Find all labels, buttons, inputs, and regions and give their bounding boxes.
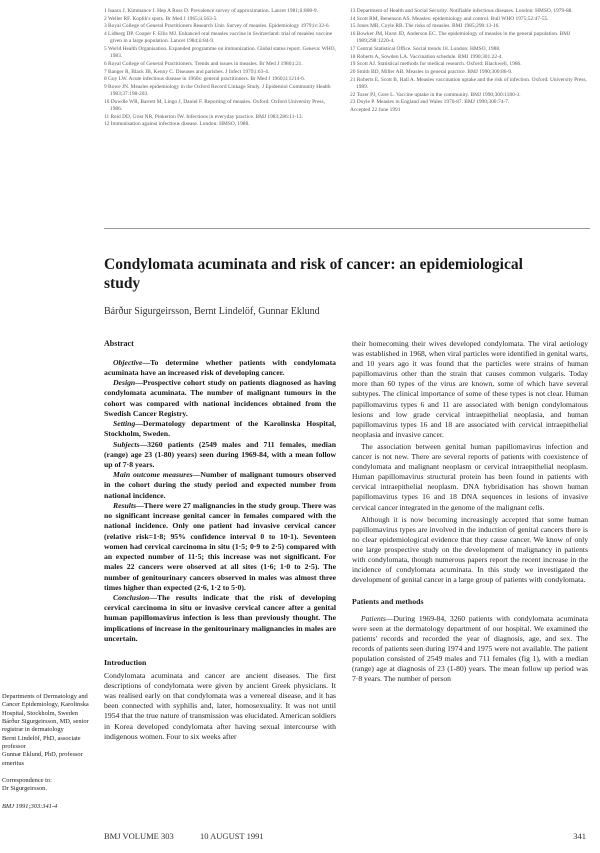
reference-item: 19 Scott AJ. Statistical methods for medical research. Oxford: Blackwell, 1986. <box>350 61 522 68</box>
reference-item: 12 Immunisation against infectious disease. London: HMSO, 1988. <box>104 121 250 128</box>
reference-item: 23 Doyle P. Measles in England and Wales 1970-87. BMJ 1990;300:74-7. <box>350 99 510 106</box>
reference-item: 20 Smith BD, Miller AB. Measles in general practice. BMJ 1990;300:86-9. <box>350 69 513 76</box>
reference-item: 7 Banger R, Black JB, Kenny C. Diseases and parishes. J Infect 1979;i:63-4. <box>104 68 270 75</box>
reference-item: 1 Isaacs J, Kimmance J. Hep A Ross D. Prevalence survey of approximation. Lancet 1981;ii:808-9. <box>104 8 318 14</box>
abstract-setting: Setting—Dermatology department of the Karolinska Hospital, Stockholm, Sweden. <box>104 419 336 439</box>
citation: BMJ 1991;303:341-4 <box>2 802 58 810</box>
article-title: Condylomata acuminata and risk of cancer: an epidemiological study <box>104 256 523 292</box>
outcome-label: Main outcome measures <box>113 470 193 480</box>
setting-label: Setting <box>113 419 136 429</box>
outcome-text: Number of malignant tumours observed in the cohort during the study period and expected number from national incidence. <box>104 470 336 500</box>
abstract-results: Results—There were 27 malignancies in the study group. There was no significant increase genital cancer in females compared with the national incidence. Only one patient had invasive cervical cancer (relative risk=1·8; 95% confidence interval 0 to 10·1). Seventeen women had cervical carcinoma in situ (1·5; 0·9 to 2·5) compared with an expected number of 11·5; this increase was not significant. For males 22 cancers were observed at all sites (1·6; 1·0 to 2·5). The number of genitourinary cancers observed in males was almost three times higher than expected (2·6, 1·2 to 5·0). <box>104 500 336 592</box>
left-text-column <box>104 339 336 742</box>
reference-item: 8 Guy LW. Acute infectious disease in 1960s: general practitioners. Br Med J 1960;ii:1214-6. <box>104 76 306 83</box>
accepted-date: Accepted 22 June 1991 <box>350 107 401 114</box>
reference-item: 2 Weller RF. Koplik's spots. Br Med J 1965;ii:563-5. <box>104 15 218 22</box>
body-paragraph: The association between genital human papillomavirus infection and cancer is not new. There are several reports of patients with coexistence of condylomata and malignant neoplasm or cervical intraepithelial neoplasm. Human papillomavirus structural protein has been found in patients with cervical intraepithelial neoplasm. DNA hybridisation has shown human papillomavirus types 16 and 18 DNA sequences in lesions of invasive cervical cancer integrated in the genome of the malignant cells. <box>352 441 588 512</box>
methods-text: Patients—During 1969-84, 3260 patients with condylomata acuminata were seen at the dermatology department of our hospital. We examined the patients' records and recorded the year of diagnosis, age, and sex. The records of patients seen during 1974 and 1975 were not available. The patient population consisted of 2549 males and 711 females (fig 1), with a median (range) age at diagnosis of 23 (1-80) years. The mean follow up period was 7·8 years. The number of person <box>352 613 588 684</box>
reference-item: 6 Royal College of General Practitioners. Trends and issues in measles. Br Med J 1980;i:21. <box>104 60 303 67</box>
abstract-conclusion: Conclusion—The results indicate that the risk of developing cervical carcinoma in situ or invasive cervical cancer after a genital human papillomavirus infection is less than previously thought. The implications of increase in the genitourinary malignancies in males are uncertain. <box>104 593 336 643</box>
design-text: Prospective cohort study on patients diagnosed as having condylomata acuminata. The number of malignant tumours in the cohort was compared with national incidences obtained from the Swedish Cancer Registry. <box>104 378 336 418</box>
author-details: Bárður Sigurgeirsson, MD, senior registrar in dermatology Bernt Lindelöf, PhD, associate professor Gunnar Eklund, PhD, professor emeritus <box>2 717 89 767</box>
setting-text: Dermatology department of the Karolinska Hospital, Stockholm, Sweden. <box>104 419 336 439</box>
reference-item: 17 Central Statistical Office. Social trends 18. London: HMSO, 1988. <box>350 46 501 52</box>
right-text-column <box>352 339 588 684</box>
introduction-section <box>104 658 336 742</box>
reference-item: 11 Reid DD, Grist NR, Pinkerton IW. Infections in everyday practice. BMJ 1983;286:11-13. <box>104 113 303 120</box>
body-paragraph: Although it is now becoming increasingly accepted that some human papillomavirus types are involved in the induction of genital cancers there is no clear epidemiological evidence that they cause cancer. We know of only one large prospective study on the development of malignancy in patients with condylomata, though numerous papers report the recent increase in the incidence of condylomata acuminata. In this study we investigated the development of genital cancer in a large group of patients with condylomata. <box>352 514 588 585</box>
abstract-subjects: Subjects—3260 patients (2549 males and 711 females, median (range) age 23 (1-80) years) seen during 1969-84, with a mean follow up of 7·8 years. <box>104 439 336 469</box>
subjects-label: Subjects <box>113 439 140 449</box>
abstract-heading: Abstract <box>104 339 134 348</box>
methods-label: Patients <box>361 613 386 623</box>
section-divider <box>104 228 590 229</box>
conclusion-label: Conclusion <box>113 593 150 603</box>
abstract-objective: Objective—To determine whether patients with condylomata acuminata have an increased risk of developing cancer. <box>104 357 336 377</box>
design-label: Design <box>113 378 136 388</box>
affiliation: Departments of Dermatology and Cancer Epidemiology, Karolinska Hospital, Stockholm, Sweden <box>2 693 89 717</box>
introduction-text: Condylomata acuminata and cancer are ancient diseases. The first descriptions of condylomata were given by ancient Greek physicians. It was realised early on that condylomata was a venereal disease, and it has been connected with syphilis and, later, homosexuality. It was not until 1954 that the true nature of transmission was elucidated. American soldiers in Korea developed condylomata after having sexual intercourse with indigenous women. Four to six weeks after <box>104 670 336 741</box>
reference-item: 9 Rowe JN. Measles epidemiology in the Oxford Record Linkage Study. J Epidemiol Community Health 1983;37:198-203. <box>104 84 331 98</box>
reference-item: 3 Royal College of General Practitioners Research Unit. Survey of measles. Epidemiology 1979;iv:32-6. <box>104 23 330 30</box>
reference-item: 10 Dowdle WR, Barrett M, Lingo J, Daniel F. Reporting of measles. Oxford: Oxford University Press, 1986. <box>104 98 325 112</box>
reference-item: 22 Tozer PJ, Gore L. Vaccine uptake in the community. BMJ 1990;300:1180-3. <box>350 91 521 98</box>
references-right-column <box>350 8 588 115</box>
reference-item: 15 Jones MB, Coyle RB. The risks of measles. BMJ 1985;290:13-16. <box>350 23 500 30</box>
abstract-design: Design—Prospective cohort study on patients diagnosed as having condylomata acuminata. The number of malignant tumours in the cohort was compared with national incidences obtained from the Swedish Cancer Registry. <box>104 378 336 418</box>
objective-text: To determine whether patients with condylomata acuminata have an increased risk of developing cancer. <box>104 357 336 377</box>
footer-issue-date: 10 AUGUST 1991 <box>200 831 264 841</box>
body-paragraph: their homecoming their wives developed condylomata. The viral aetiology was established in 1968, when viral particles were identified in genital warts, and 10 years ago it was found that the particles were strains of human papillomavirus other than the strain that causes common vulgaris. Today more than 60 types of the virus are known, some of which have several subtypes. The clinical importance of some of these types is not clear. Human papillomavirus types 6 and 11 are associated with benign condylomatous lesions and low grade cervical intraepithelial neoplasia, and human papillomavirus types 16 and 18 are associated with cervical intraepithelial neoplasia and invasive cancer. <box>352 339 588 439</box>
correspondence: Correspondence to: Dr Sigurgeirsson. <box>2 776 52 793</box>
objective-label: Objective <box>113 357 143 367</box>
reference-item: 21 Roberts E, Scott B, Hall A. Measles vaccination uptake and the risk of infection. Oxford: University Press, 1989. <box>350 76 587 90</box>
reference-item: 14 Scott RM, Benenson AS. Measles: epidemiology and control. Bull WHO 1975;52:47-55. <box>350 15 549 22</box>
conclusion-text: The results indicate that the risk of developing cervical carcinoma in situ or invasive cervical cancer after a genital human papillomavirus infection is less than previously thought. The implications of increase in the genitourinary malignancies in males are uncertain. <box>104 593 336 643</box>
footer-journal: BMJ VOLUME 303 <box>104 831 174 841</box>
reference-item: 18 Roberts A, Sowden LA. Vaccination schedule. BMJ 1990;301:22-4. <box>350 53 503 60</box>
reference-item: 4 Lidberg DP. Cooper F. Ellis MJ. Enhanced oral measles vaccine in Switzerland: trial of measles vaccine given in a large population. Lancet 1984;ii:84-9. <box>104 31 333 45</box>
abstract <box>104 339 336 644</box>
reference-item: 16 Bowker JM, Hurst JD, Anderson EC. The epidemiology of measles in the general population. BMJ 1989;298:1220-4. <box>350 31 571 45</box>
methods-heading: Patients and methods <box>352 597 424 607</box>
methods-body: During 1969-84, 3260 patients with condylomata acuminata were seen at the dermatology department of our hospital. We examined the patients' records and recorded the year of diagnosis, age, and sex. The records of patients seen during 1974 and 1975 were not available. The patient population consisted of 2549 males and 711 females (fig 1), with a median (range) age at diagnosis of 23 (1-80) years. The mean follow up period was 7·8 years. The number of person <box>352 613 588 684</box>
page-number: 341 <box>573 831 586 841</box>
abstract-outcome: Main outcome measures—Number of malignant tumours observed in the cohort during the study period and expected number from national incidence. <box>104 470 336 500</box>
references-left-column <box>104 8 336 129</box>
subjects-text: 3260 patients (2549 males and 711 females, median (range) age 23 (1-80) years) seen during 1969-84, with a mean follow up of 7·8 years. <box>104 439 336 469</box>
introduction-heading: Introduction <box>104 658 147 668</box>
results-text: There were 27 malignancies in the study group. There was no significant increase genital cancer in females compared with the national incidence. Only one patient had invasive cervical cancer (relative risk=1·8; 95% confidence interval 0 to 10·1). Seventeen women had cervical carcinoma in situ (1·5; 0·9 to 2·5) compared with an expected number of 11·5; this increase was not significant. For males 22 cancers were observed at all sites (1·6; 1·0 to 2·5). The number of genitourinary cancers observed in males was almost three times higher than expected (2·6, 1·2 to 5·0). <box>104 500 336 592</box>
results-label: Results <box>113 500 137 510</box>
reference-item: 13 Department of Health and Social Security. Notifiable infectious diseases. London: HMSO, 1979-88. <box>350 8 573 14</box>
article-authors: Bárður Sigurgeirsson, Bernt Lindelöf, Gunnar Eklund <box>104 306 320 317</box>
author-sidebar <box>2 693 98 811</box>
reference-item: 5 World Health Organisation. Expanded programme on immunization. Global status report. Geneva: WHO, 1983. <box>104 46 336 60</box>
